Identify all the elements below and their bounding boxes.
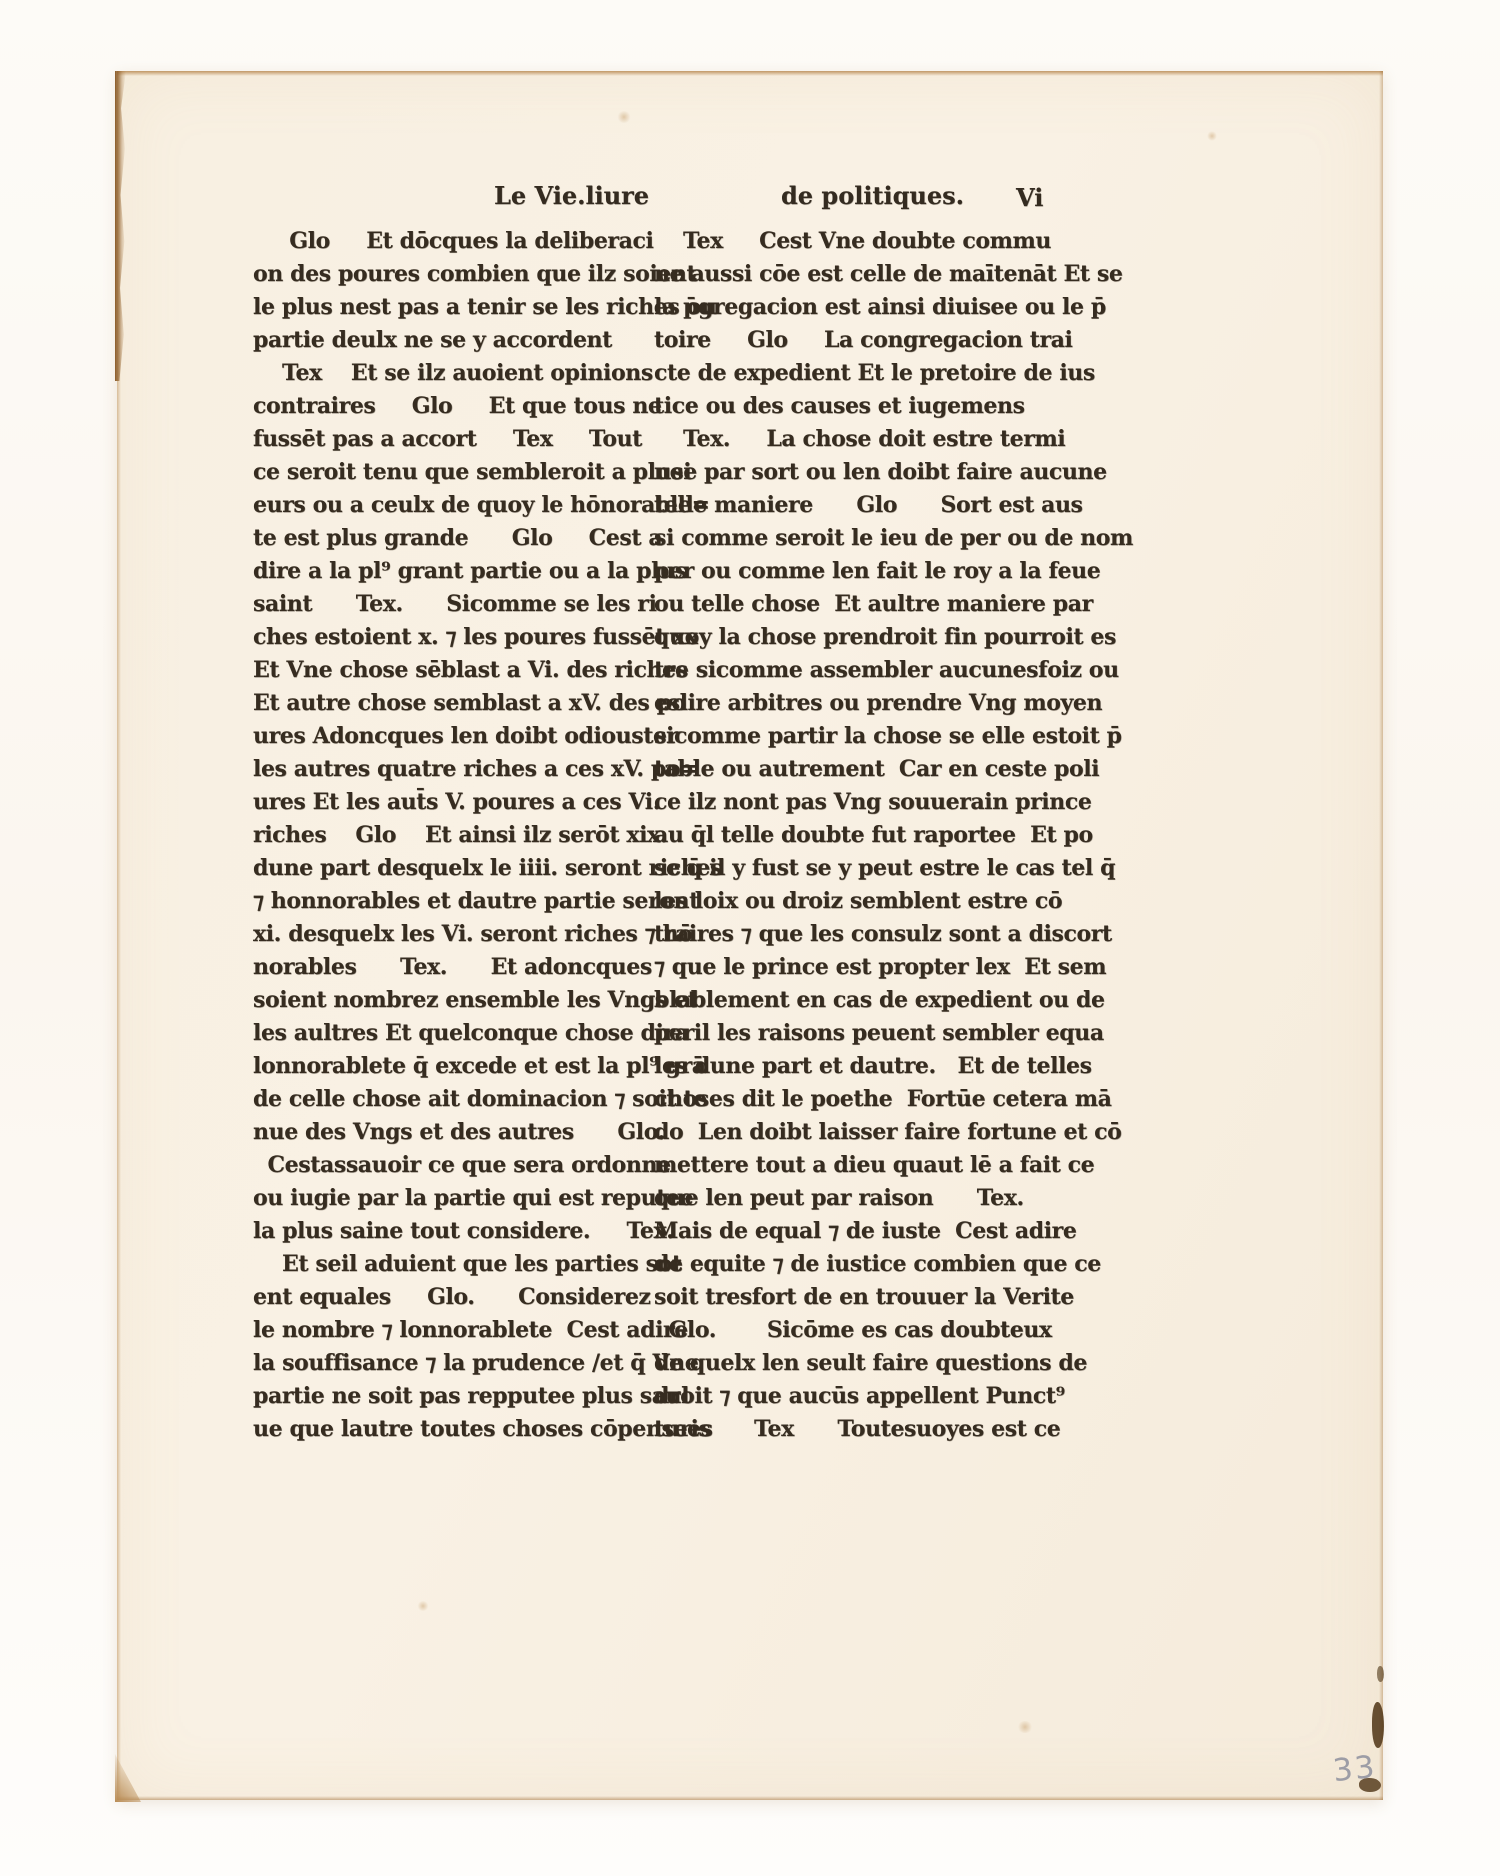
text-line: Tex Et se ilz auoient opinions (253, 360, 653, 386)
text-line: la p̄gregacion est ainsi diuisee ou le p̄ (654, 294, 1106, 320)
text-line: ures Et les aut̄s V. poures a ces Vi. (253, 789, 660, 815)
text-line: ce ilz nont pas Vng souuerain prince (654, 789, 1092, 815)
header-right-title: de politiques. (781, 181, 964, 210)
foxing-spot (1207, 131, 1217, 141)
text-line: si comme seroit le ieu de per ou de nom (654, 525, 1133, 551)
ink-stain-right-edge (1372, 1702, 1384, 1748)
text-line: ou telle chose Et aultre maniere par (654, 591, 1093, 617)
text-line: que len peut par raison Tex. (654, 1185, 1024, 1211)
text-line: Tex. La chose doit estre termi (654, 426, 1066, 452)
text-line: lonnorablete q̄ excede et est la pl⁹ grā (253, 1053, 706, 1079)
text-line: contraires Glo Et que tous ne (253, 393, 662, 419)
text-line: toire Glo La congregacion trai (654, 327, 1073, 353)
text-line: soient nombrez ensemble les Vngs et (253, 987, 698, 1013)
text-line: le nombre ⁊ lonnorablete Cest adire (253, 1317, 688, 1343)
text-line: partie ne soit pas repputee plus saul (253, 1383, 690, 1409)
header-left-title: Le Vie.liure (494, 181, 650, 210)
text-line: ures Adoncques len doibt odiouster (253, 723, 678, 749)
text-line: eurs ou a ceulx de quoy le hōnorable= (253, 492, 710, 518)
toned-bottom-edge (117, 1796, 1383, 1800)
text-line: ⁊ honnorables et dautre partie seront (253, 888, 699, 914)
text-line: le plus nest pas a tenir se les riches ou (253, 294, 717, 320)
text-line: norables Tex. Et adoncques (253, 954, 652, 980)
text-line: sicomme partir la chose se elle estoit p̄ (654, 723, 1122, 749)
text-line: de celle chose ait dominacion ⁊ soit te (253, 1086, 707, 1112)
ink-stain-right-edge-small (1377, 1666, 1384, 1682)
text-line: Cestassauoir ce que sera ordonne (253, 1152, 671, 1178)
text-line: traires ⁊ que les consulz sont a discort (654, 921, 1112, 947)
text-line: tice ou des causes et iugemens (654, 393, 1025, 419)
text-line: per ou comme len fait le roy a la feue (654, 558, 1101, 584)
incunable-leaf (117, 71, 1383, 1800)
text-line: les autres quatre riches a ces xV. po= (253, 756, 699, 782)
text-line: Tex Cest Vne doubte commu (654, 228, 1052, 254)
toned-right-edge (1379, 71, 1383, 1800)
text-line: Glo Et dōcques la deliberaci (253, 228, 654, 254)
text-line: fussēt pas a accort Tex Tout (253, 426, 642, 452)
text-line: table ou autrement Car en ceste poli (654, 756, 1100, 782)
text-line: la souffisance ⁊ la prudence /et q̄ Vne (253, 1350, 699, 1376)
worn-corner-top-left (115, 71, 126, 381)
text-line: ent equales Glo. Considerez (253, 1284, 651, 1310)
foxing-spot (417, 1601, 429, 1611)
foxing-spot (617, 111, 631, 123)
text-line: tre sicomme assembler aucunesfoiz ou (654, 657, 1119, 683)
text-line: partie deulx ne se y accordent (253, 327, 612, 353)
text-line: mettere tout a dieu quaut lē a fait ce (654, 1152, 1095, 1178)
toned-top-edge (117, 71, 1383, 76)
text-line: les loix ou droiz semblent estre cō (654, 888, 1063, 914)
text-line: ce seroit tenu que sembleroit a plusi (253, 459, 692, 485)
text-line: riches Glo Et ainsi ilz serōt xix. (253, 822, 667, 848)
text-line: droit ⁊ que aucūs appellent Punct⁹ (654, 1383, 1065, 1409)
text-line: les aultres Et quelconque chose dira (253, 1020, 689, 1046)
text-line: dire a la pl⁹ grant partie ou a la plus (253, 558, 687, 584)
text-line: ue que lautre toutes choses cōpensees (253, 1416, 713, 1442)
text-line: de equite ⁊ de iustice combien que ce (654, 1251, 1101, 1277)
text-line: te est plus grande Glo Cest a (253, 525, 663, 551)
text-line: se q̄ il y fust se y peut estre le cas tel q̄ (654, 855, 1116, 881)
text-line: quoy la chose prendroit fin pourroit es (654, 624, 1117, 650)
text-line: Glo. Sicōme es cas doubteux (654, 1317, 1052, 1343)
text-line: choses dit le poethe Fortūe cetera mā (654, 1086, 1112, 1112)
text-line: soit tresfort de en trouuer la Verite (654, 1284, 1074, 1310)
text-line: au q̄l telle doubte fut raportee Et po (654, 822, 1093, 848)
left-text-column (253, 225, 722, 1446)
text-line: Et Vne chose sēblast a Vi. des riches (253, 657, 688, 683)
text-line: nee par sort ou len doibt faire aucune (654, 459, 1107, 485)
text-line: nue des Vngs et des autres Glo. (253, 1119, 665, 1145)
text-line: la plus saine tout considere. Tex. (253, 1218, 674, 1244)
text-line: Et seil aduient que les parties sot (253, 1251, 682, 1277)
text-line: blablement en cas de expedient ou de (654, 987, 1105, 1013)
text-line: ⁊ que le prince est propter lex Et sem (654, 954, 1107, 980)
folio-number: Vi (1016, 183, 1044, 212)
text-line: de quelx len seult faire questions de (654, 1350, 1088, 1376)
text-line: xi. desquelx les Vi. seront riches ⁊ hō (253, 921, 693, 947)
text-line: les dune part et dautre. Et de telles (654, 1053, 1092, 1079)
text-line: eslire arbitres ou prendre Vng moyen (654, 690, 1103, 716)
text-line: peril les raisons peuent sembler equa (654, 1020, 1104, 1046)
text-line: saint Tex. Sicomme se les ri (253, 591, 657, 617)
text-line: Et autre chose semblast a xV. des po (253, 690, 686, 716)
text-line: Mais de equal ⁊ de iuste Cest adire (654, 1218, 1077, 1244)
text-line: cte de expedient Et le pretoire de ius (654, 360, 1095, 386)
right-text-column (654, 225, 1133, 1446)
text-line: ches estoient x. ⁊ les poures fussēt xx (253, 624, 698, 650)
text-line: ou iugie par la partie qui est reputee (253, 1185, 694, 1211)
text-line: telle maniere Glo Sort est aus (654, 492, 1083, 518)
foxing-spot (1017, 1721, 1033, 1733)
text-line: do Len doibt laisser faire fortune et cō (654, 1119, 1122, 1145)
text-line: dune part desquelx le iiii. seront riches (253, 855, 722, 881)
text-line: on des poures combien que ilz soient (253, 261, 697, 287)
text-line: turis Tex Toutesuoyes est ce (654, 1416, 1061, 1442)
text-line: ne aussi cōe est celle de maītenāt Et se (654, 261, 1123, 287)
pencil-annotation: 33 (1331, 1748, 1379, 1790)
